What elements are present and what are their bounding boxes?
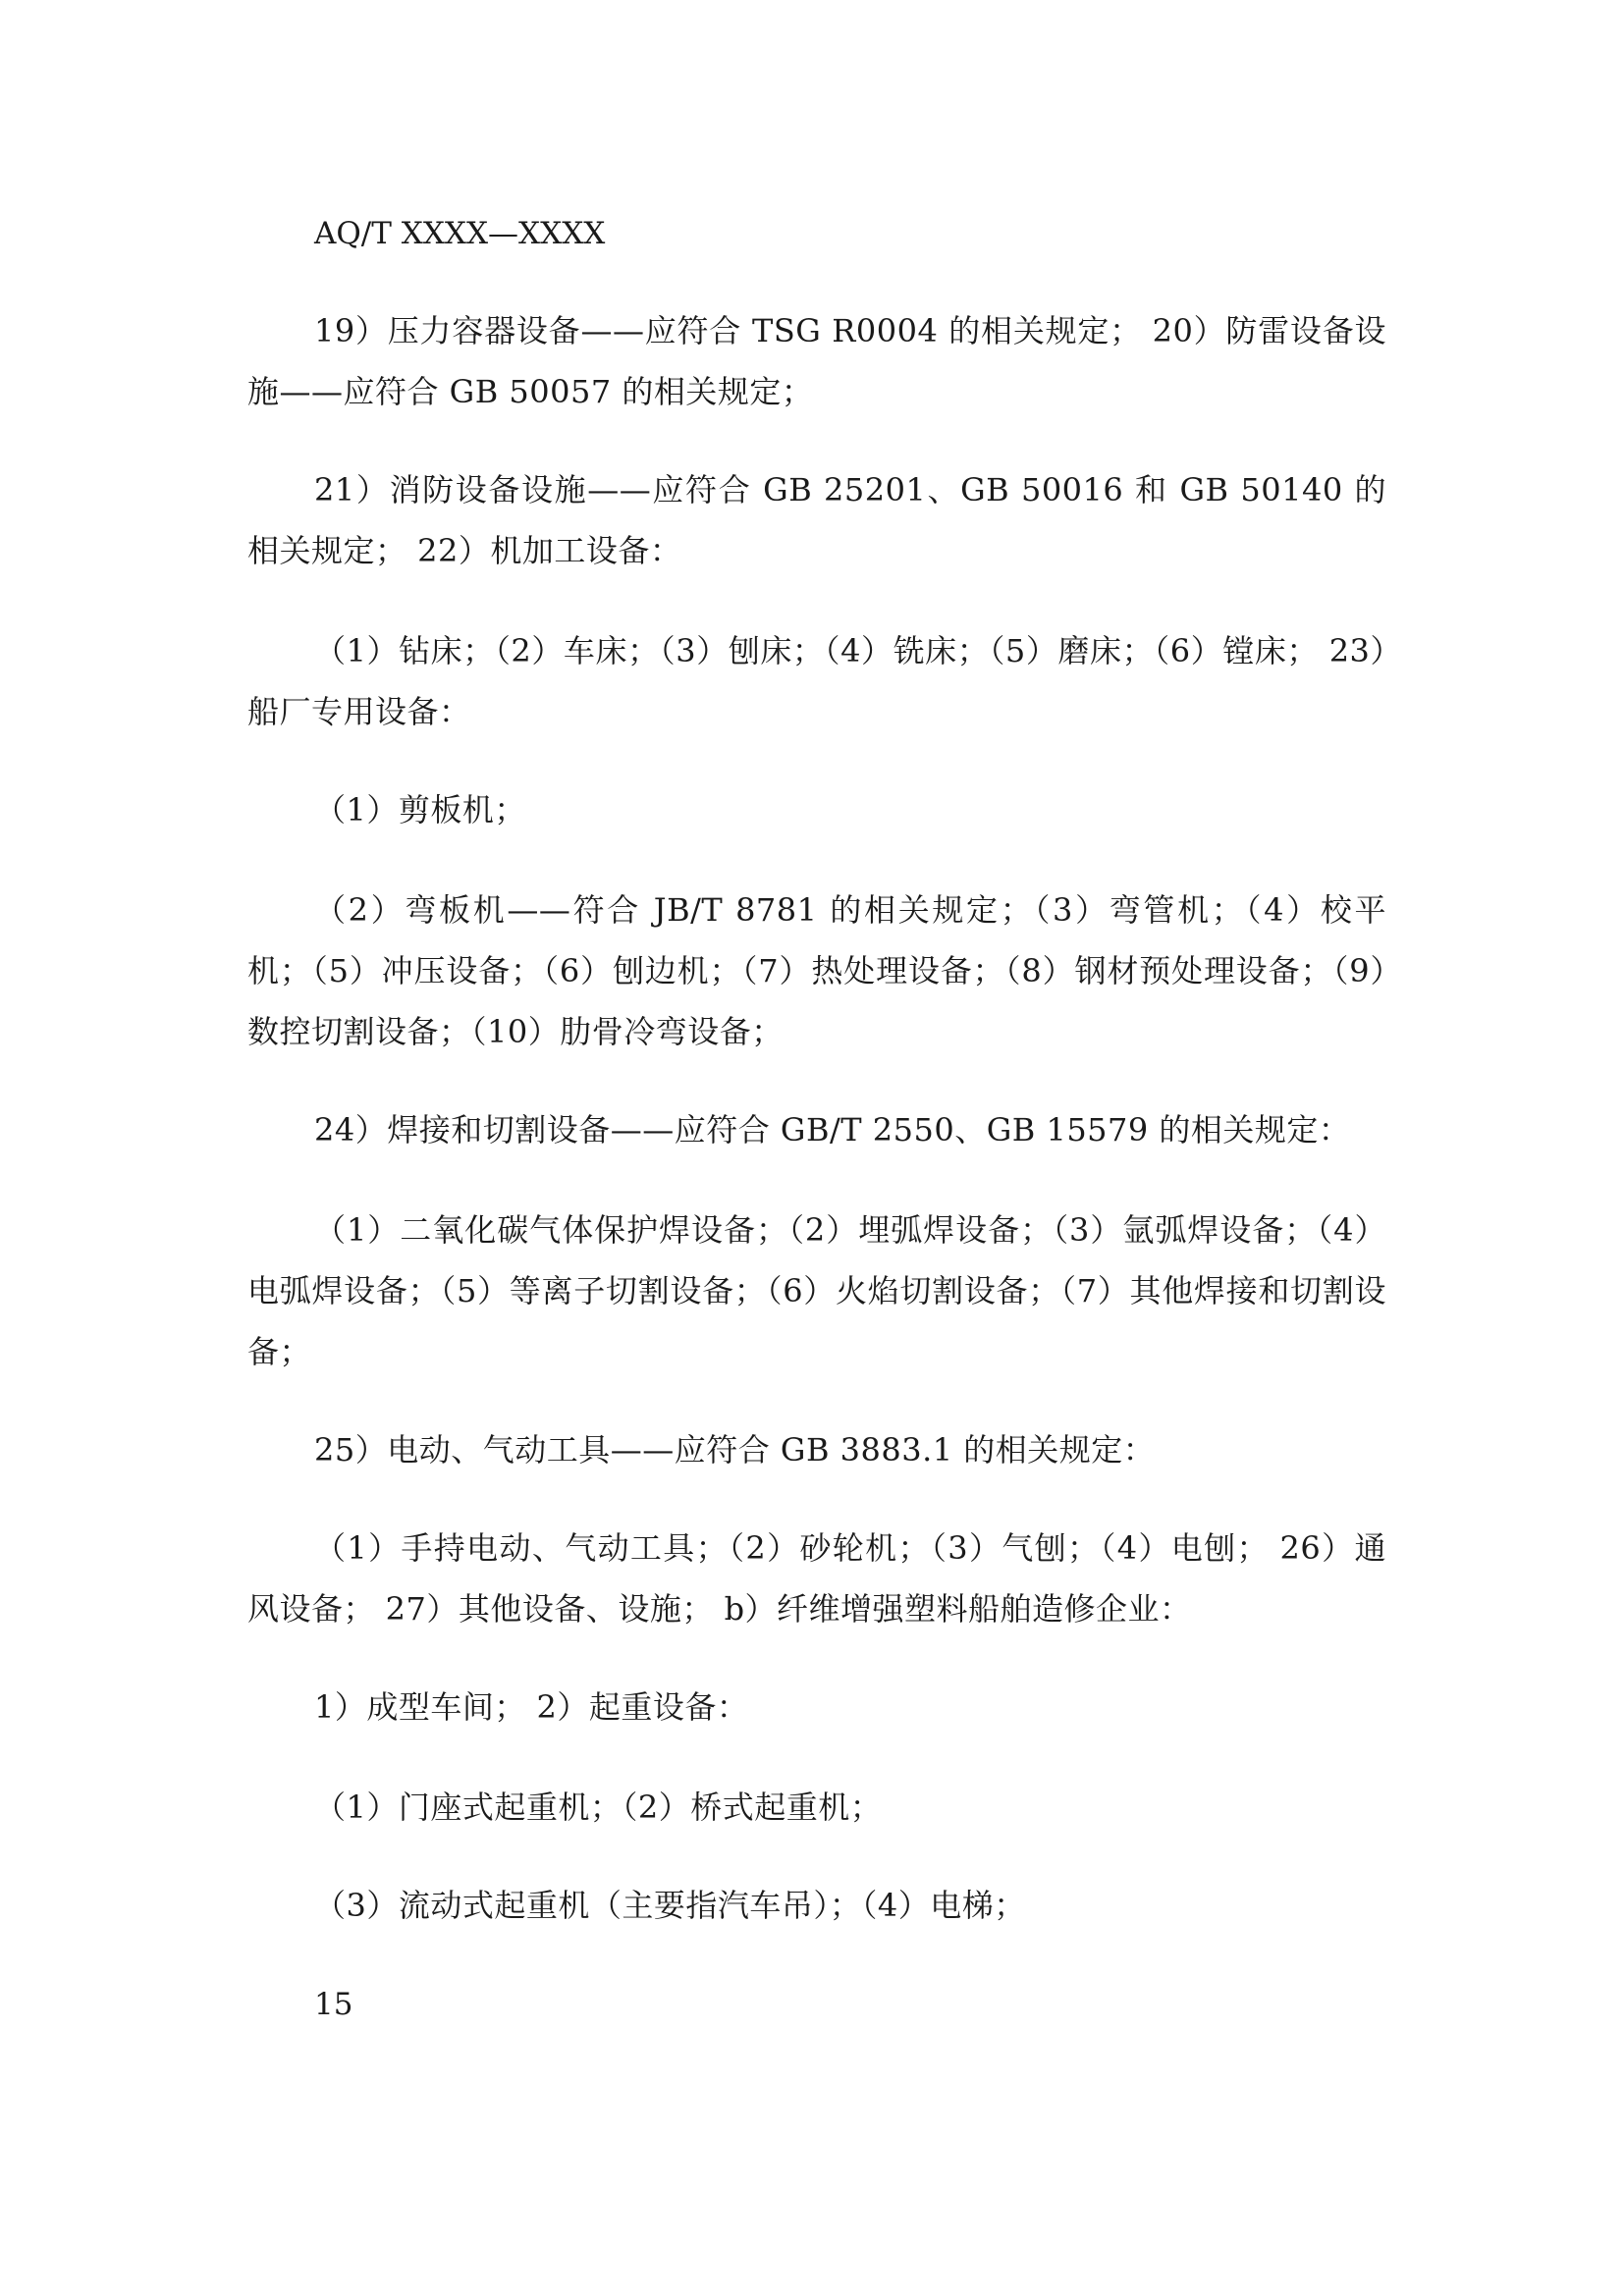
paragraph-machining-list: （1）钻床；（2）车床；（3）刨床；（4）铣床；（5）磨床；（6）镗床； 23）船厂专用设备： — [247, 632, 1386, 730]
paragraph-21-22: 21）消防设备设施——应符合 GB 25201、GB 50016 和 GB 50140 的相关规定； 22）机加工设备： — [247, 471, 1386, 569]
paragraph-shearing-machine: （1）剪板机； — [314, 791, 526, 828]
paragraph-frp-workshop: 1）成型车间； 2）起重设备： — [314, 1688, 749, 1726]
paragraph-cranes-3-4: （3）流动式起重机（主要指汽车吊）；（4）电梯； — [314, 1887, 1026, 1924]
paragraph-24-welding: 24）焊接和切割设备——应符合 GB/T 2550、GB 15579 的相关规定： — [314, 1111, 1351, 1148]
standard-number-header: AQ/T XXXX—XXXX — [314, 216, 606, 251]
paragraph-cranes-1-2: （1）门座式起重机；（2）桥式起重机； — [314, 1789, 883, 1826]
paragraph-welding-list: （1）二氧化碳气体保护焊设备；（2）埋弧焊设备；（3）氩弧焊设备；（4）电弧焊设备；（5）等离子切割设备；（6）火焰切割设备；（7）其他焊接和切割设备； — [247, 1211, 1386, 1370]
paragraph-shipyard-equipment: （2）弯板机——符合 JB/T 8781 的相关规定；（3）弯管机；（4）校平机；（5）冲压设备；（6）刨边机；（7）热处理设备；（8）钢材预处理设备；（9）数控切割设备；（10）肋骨冷弯设备； — [247, 891, 1386, 1050]
paragraph-19-20: 19）压力容器设备——应符合 TSG R0004 的相关规定； 20）防雷设备设施——应符合 GB 50057 的相关规定； — [247, 312, 1386, 410]
document-page — [247, 0, 1386, 2296]
paragraph-25-tools: 25）电动、气动工具——应符合 GB 3883.1 的相关规定： — [314, 1431, 1156, 1468]
paragraph-tools-list: （1）手持电动、气动工具；（2）砂轮机；（3）气刨；（4）电刨； 26）通风设备； 27）其他设备、设施； b）纤维增强塑料船舶造修企业： — [247, 1529, 1386, 1628]
page-number: 15 — [314, 1987, 353, 2022]
